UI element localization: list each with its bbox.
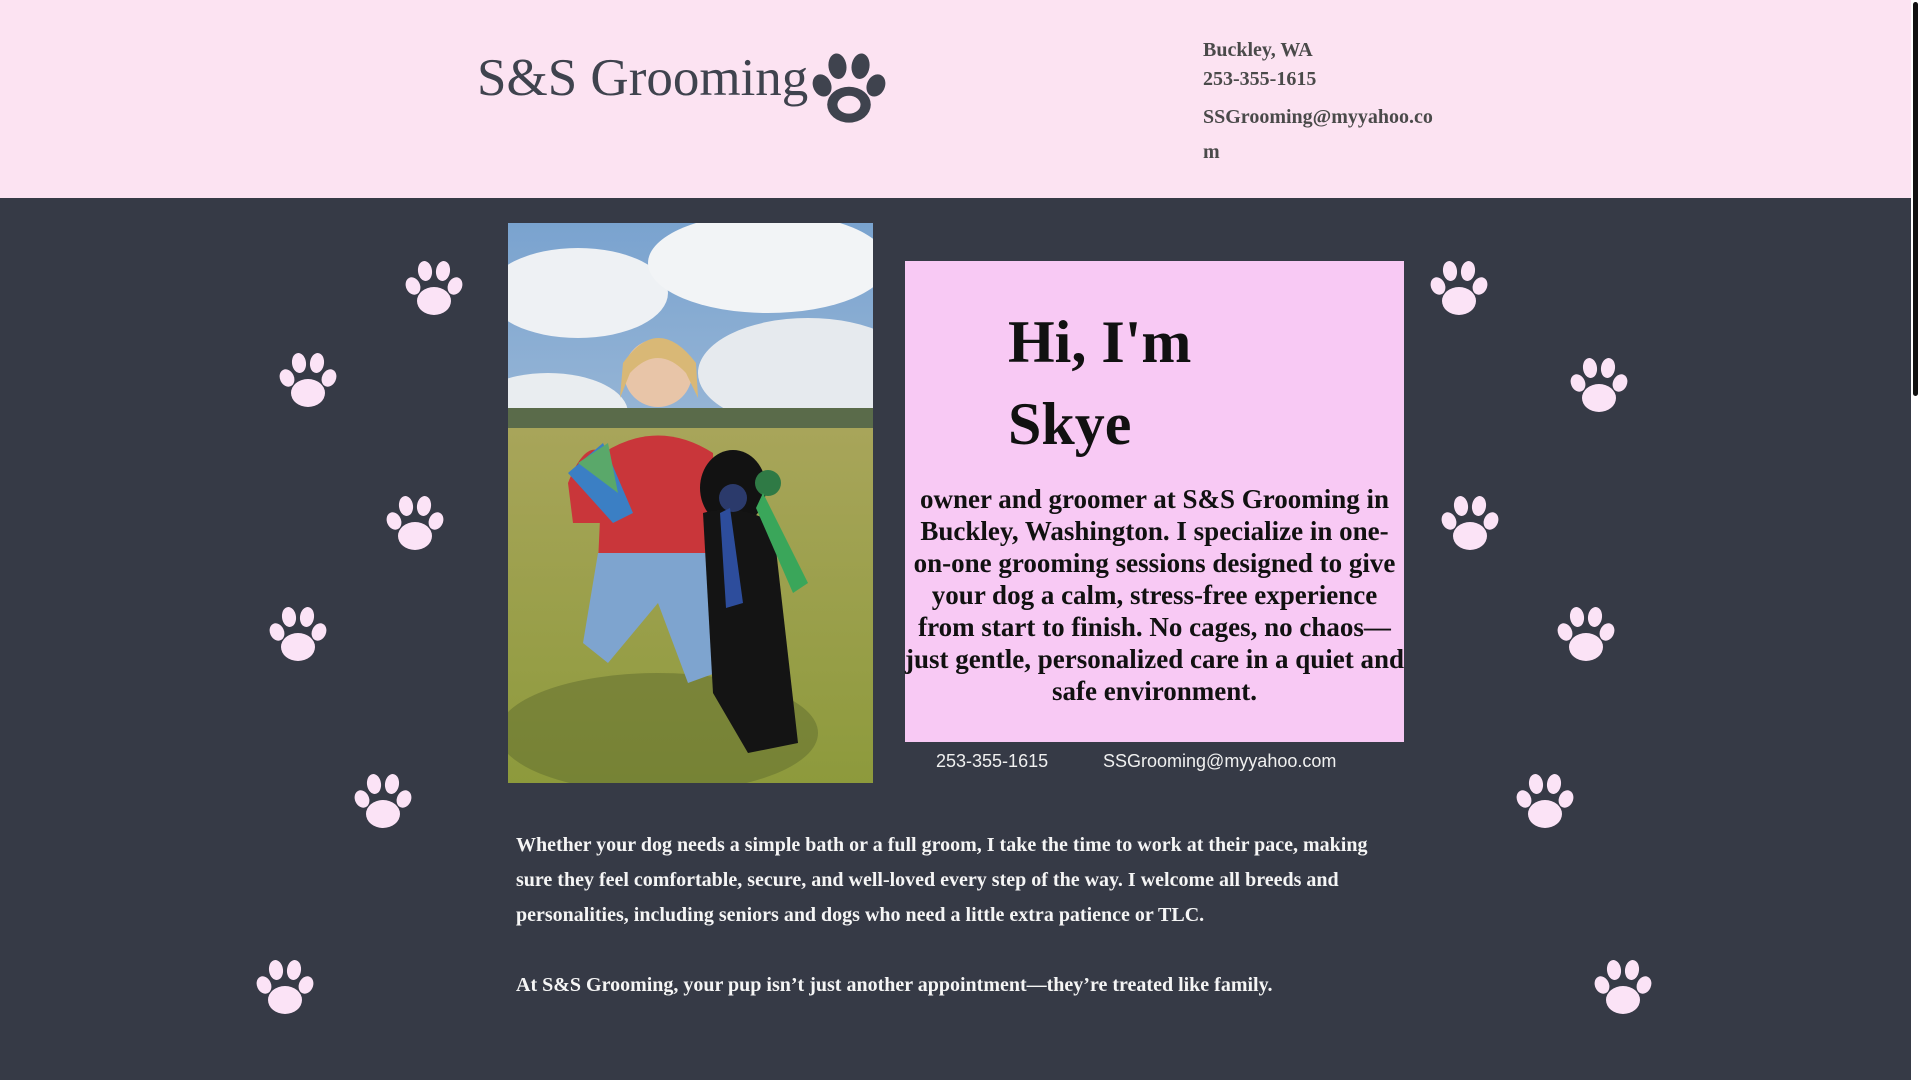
header-contact [1203, 36, 1443, 170]
paw-icon [383, 493, 447, 553]
site-header [0, 0, 1911, 198]
paw-icon [351, 771, 415, 831]
phone-link[interactable]: 253-355-1615 [936, 751, 1049, 771]
paw-icon [1554, 604, 1618, 664]
paw-icon [1427, 258, 1491, 318]
scrollbar[interactable] [1911, 0, 1920, 1080]
email-link[interactable]: SSGrooming@myyahoo.com [1203, 106, 1433, 163]
phone-text[interactable]: 253-355-1615 [1203, 68, 1317, 90]
scrollbar-thumb[interactable] [1913, 2, 1918, 396]
paw-icon [1513, 771, 1577, 831]
intro-bio: owner and groomer at S&S Grooming in Buckley, Washington. I specialize in one-on-one grooming sessions designed to give your dog a calm, stress-free experience from start to finish. No cages, no chaos—just gentle, personalized care in a quiet and safe environment. [905, 484, 1404, 706]
intro-card [905, 261, 1404, 742]
about-closing: At S&S Grooming, your pup isn’t just another appointment—they’re treated like family. [516, 974, 1273, 996]
paw-icon [266, 604, 330, 664]
paw-icon [276, 350, 340, 410]
email-link[interactable]: SSGrooming@myyahoo.com [1103, 751, 1337, 771]
paw-icon [1591, 957, 1655, 1017]
paw-icon [808, 49, 890, 127]
paw-icon [1567, 355, 1631, 415]
intro-heading: Hi, I'm Skye [1008, 309, 1192, 457]
paw-icon [402, 258, 466, 318]
location-text: Buckley, WA [1203, 39, 1313, 61]
paw-icon [253, 957, 317, 1017]
site-title[interactable]: S&S Grooming [477, 49, 809, 107]
about-paragraph: Whether your dog needs a simple bath or a full groom, I take the time to work at their pace, making sure they feel comfortable, secure, and well-loved every step of the way. I welcome all breeds and personalities, including seniors and dogs who need a little extra patience or TLC. [516, 834, 1368, 926]
paw-icon [1438, 493, 1502, 553]
owner-with-dog-photo [508, 223, 873, 783]
